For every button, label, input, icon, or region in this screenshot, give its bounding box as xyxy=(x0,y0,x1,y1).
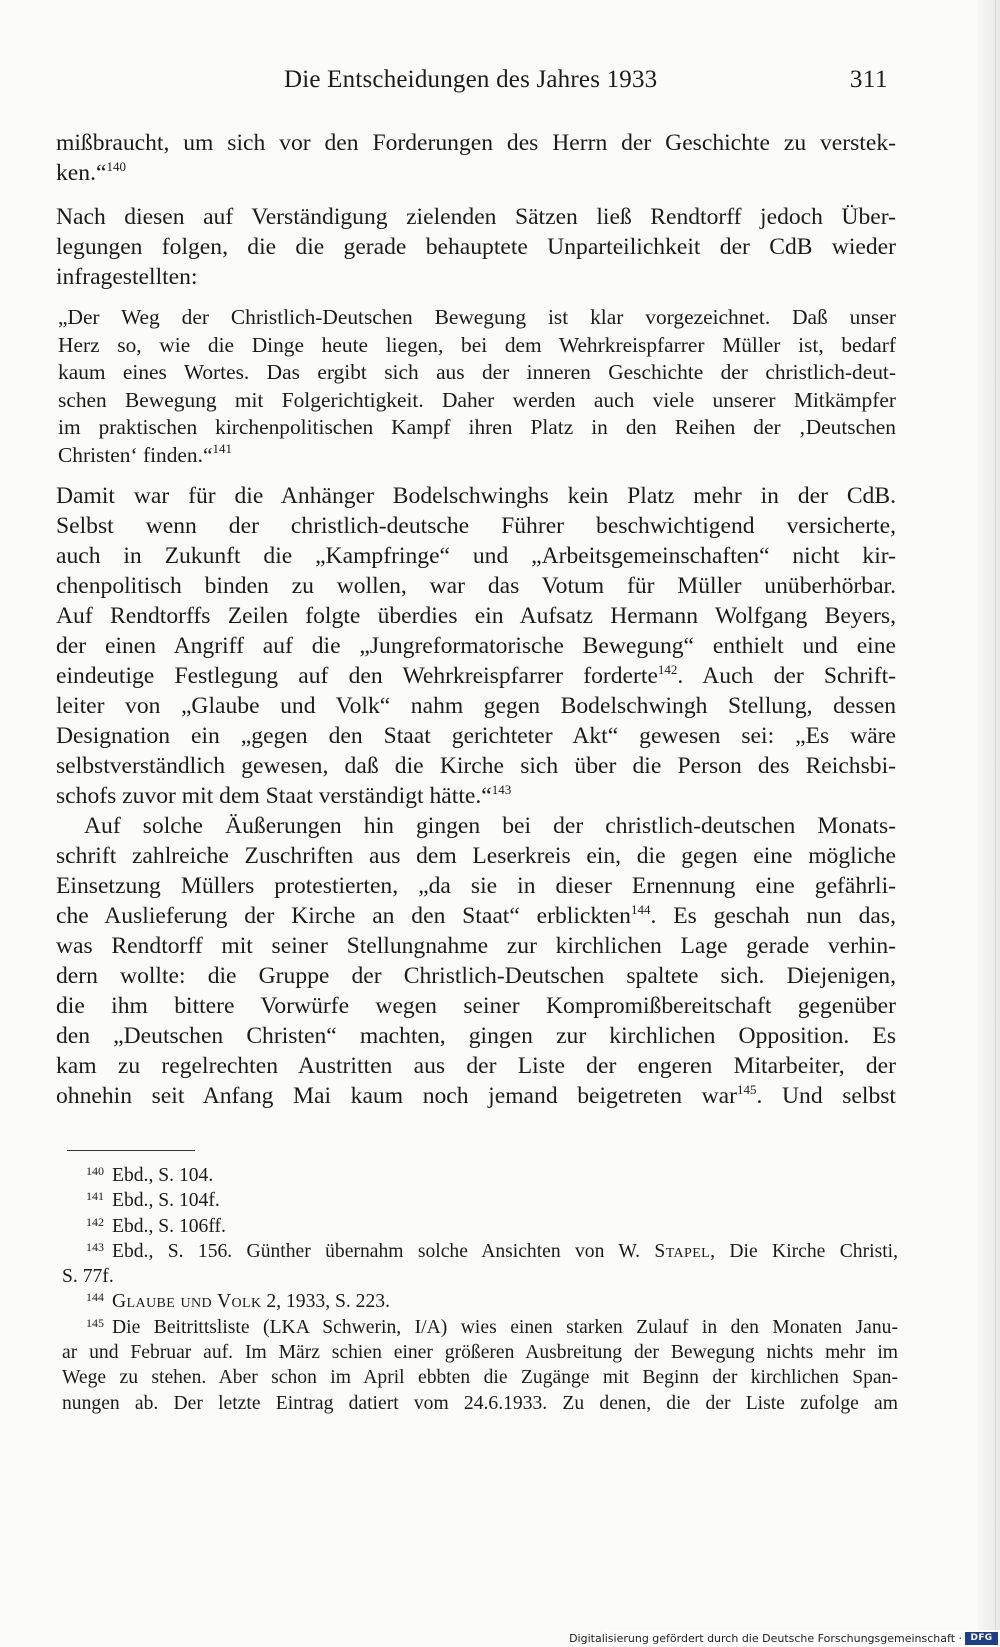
text-line: die ihm bittere Vorwürfe wegen seiner Kompromißbereitschaft gegenüber xyxy=(56,993,896,1019)
text-line: den „Deutschen Christen“ machten, gingen zur kirchlichen Opposition. Es xyxy=(56,1023,896,1049)
quote-line: kaum eines Wortes. Das ergibt sich aus der inneren Geschichte der christlich-deut- xyxy=(58,360,896,384)
text-line: was Rendtorff mit seiner Stellungnahme zur kirchlichen Lage gerade verhin- xyxy=(56,933,896,959)
footnote-text: Ebd., S. 106ff. xyxy=(112,1215,226,1237)
paragraph-3 xyxy=(56,481,896,811)
footnote-145-line: ar und Februar auf. Im März schien einer größeren Ausbreitung der Bewegung nichts mehr im xyxy=(62,1342,898,1364)
text-line: infragestellten: xyxy=(56,264,198,290)
footnote-142 xyxy=(62,1214,898,1239)
footnote-divider xyxy=(67,1150,195,1151)
main-text xyxy=(56,128,896,1111)
text-line: leiter von „Glaube und Volk“ nahm gegen Bodelschwingh Stellung, dessen xyxy=(56,693,896,719)
journal-title: Glaube und Volk xyxy=(112,1291,262,1313)
dfg-logo-icon: DFG xyxy=(965,1632,998,1645)
text-segment: eindeutige Festlegung auf den Wehrkreispfarrer forderte xyxy=(56,663,658,689)
text-line: Auf Rendtorffs Zeilen folgte überdies ein Aufsatz Hermann Wolfgang Beyers, xyxy=(56,603,896,629)
footnote-143 xyxy=(62,1239,898,1264)
text-line: der einen Angriff auf die „Jungreformatorische Bewegung“ enthielt und eine xyxy=(56,633,896,659)
footnote-number: 145 xyxy=(86,1315,104,1330)
footnote-ref[interactable]: 141 xyxy=(212,440,232,456)
footnote-number: 143 xyxy=(86,1239,104,1254)
quote-line: „Der Weg der Christlich-Deutschen Bewegung ist klar vorgezeichnet. Daß unser xyxy=(58,305,896,329)
running-title: Die Entscheidungen des Jahres 1933 xyxy=(284,66,658,93)
author-name: Stapel xyxy=(654,1240,711,1262)
digitization-credit xyxy=(569,1630,1000,1647)
page-number: 311 xyxy=(849,66,888,93)
text-segment: ohnehin seit Anfang Mai kaum noch jemand beigetreten war xyxy=(56,1083,737,1109)
footnote-144 xyxy=(62,1289,898,1314)
text-line: auch in Zukunft die „Kampfringe“ und „Arbeitsgemeinschaften“ nicht kir- xyxy=(56,543,896,569)
footnote-number: 142 xyxy=(86,1214,104,1229)
text-segment: schofs zuvor mit dem Staat verständigt hätte.“ xyxy=(56,783,492,809)
credit-text: Digitalisierung gefördert durch die Deutsche Forschungsgemeinschaft · xyxy=(569,1632,962,1645)
quote-line: schen Bewegung mit Folgerichtigkeit. Daher werden auch viele unserer Mitkämpfer xyxy=(58,387,896,412)
paragraph-1 xyxy=(56,128,896,188)
paragraph-4 xyxy=(56,811,896,1111)
footnote-text: Die Beitrittsliste (LKA Schwerin, I/A) wies einen starken Zulauf in den Monaten Janu- xyxy=(112,1316,898,1338)
running-head xyxy=(62,66,888,106)
quote-line: im praktischen kirchenpolitischen Kampf ihren Platz in den Reihen der ‚Deutschen xyxy=(58,415,896,439)
text-line: dern wollte: die Gruppe der Christlich-Deutschen spaltete sich. Diejenigen, xyxy=(56,963,896,989)
text-segment: Christen‘ finden.“ xyxy=(58,442,213,467)
footnote-ref[interactable]: 142 xyxy=(657,662,678,677)
footnote-ref[interactable]: 144 xyxy=(630,902,651,917)
text-line: kam zu regelrechten Austritten aus der Liste der engeren Mitarbeiter, der xyxy=(56,1053,896,1079)
footnote-141 xyxy=(62,1188,898,1213)
text-segment: ken.“ xyxy=(56,160,107,186)
footnote-text: 2, 1933, S. 223. xyxy=(261,1291,390,1313)
footnote-145 xyxy=(62,1315,898,1340)
text-line: Nach diesen auf Verständigung zielenden Sätzen ließ Rendtorff jedoch Über- xyxy=(56,204,896,230)
text-line: mißbraucht, um sich vor den Forderungen des Herrn der Geschichte zu verstek- xyxy=(56,130,896,156)
text-line: selbstverständlich gewesen, daß die Kirche sich über die Person des Reichsbi- xyxy=(56,753,896,779)
text-line xyxy=(56,661,896,691)
text-line xyxy=(56,1081,896,1111)
text-line: Damit war für die Anhänger Bodelschwinghs kein Platz mehr in der CdB. xyxy=(56,483,896,509)
text-line: Designation ein „gegen den Staat gerichteter Akt“ gewesen sei: „Es wäre xyxy=(56,723,896,749)
block-quote xyxy=(56,304,896,469)
footnotes xyxy=(62,1163,898,1416)
text-line: schrift zahlreiche Zuschriften aus dem Leserkreis ein, die gegen eine mögliche xyxy=(56,843,896,869)
quote-line xyxy=(56,442,896,470)
footnote-ref[interactable]: 140 xyxy=(106,159,126,174)
footnote-145-line: Wege zu stehen. Aber schon im April ebbten die Zugänge mit Beginn der kirchlichen Span- xyxy=(62,1367,898,1389)
footnote-number: 144 xyxy=(86,1290,104,1305)
text-segment: . Auch der Schrift- xyxy=(677,663,896,689)
text-line: legungen folgen, die die gerade behauptete Unparteilichkeit der CdB wieder xyxy=(56,234,896,260)
footnote-text: Ebd., S. 156. Günther übernahm solche Ansichten von W. xyxy=(112,1240,655,1262)
page-edge-shadow xyxy=(978,0,1000,1647)
quote-line: Herz so, wie die Dinge heute liegen, bei dem Wehrkreispfarrer Müller ist, bedarf xyxy=(58,332,896,357)
footnote-text: Ebd., S. 104f. xyxy=(112,1190,220,1212)
footnote-number: 140 xyxy=(86,1164,104,1178)
footnote-ref[interactable]: 143 xyxy=(491,782,512,797)
footnote-text: , Die Kirche Christi, xyxy=(710,1240,898,1262)
text-line xyxy=(56,158,896,188)
text-segment: che Auslieferung der Kirche an den Staat“ erblickten xyxy=(56,903,631,929)
text-line: chenpolitisch binden zu wollen, war das Votum für Müller unüberhörbar. xyxy=(56,573,896,599)
footnote-145-line: nungen ab. Der letzte Eintrag datiert vom 24.6.1933. Zu denen, die der Liste zufolge am xyxy=(62,1392,898,1414)
text-segment: . Es geschah nun das, xyxy=(650,903,896,929)
footnote-text: Ebd., S. 104. xyxy=(112,1165,214,1186)
text-line: Einsetzung Müllers protestierten, „da sie in dieser Ernennung eine gefährli- xyxy=(56,873,896,899)
text-line: Selbst wenn der christlich-deutsche Führer beschwichtigend versicherte, xyxy=(56,513,896,539)
footnote-140 xyxy=(62,1163,898,1188)
footnote-143-cont: S. 77f. xyxy=(62,1266,114,1288)
text-line xyxy=(56,781,896,811)
text-line: Auf solche Äußerungen hin gingen bei der christlich-deutschen Monats- xyxy=(84,813,896,839)
paragraph-2 xyxy=(56,202,896,292)
text-segment: . Und selbst xyxy=(756,1083,896,1109)
footnote-ref[interactable]: 145 xyxy=(737,1082,757,1097)
footnote-number: 141 xyxy=(86,1189,104,1204)
text-line xyxy=(56,901,896,931)
